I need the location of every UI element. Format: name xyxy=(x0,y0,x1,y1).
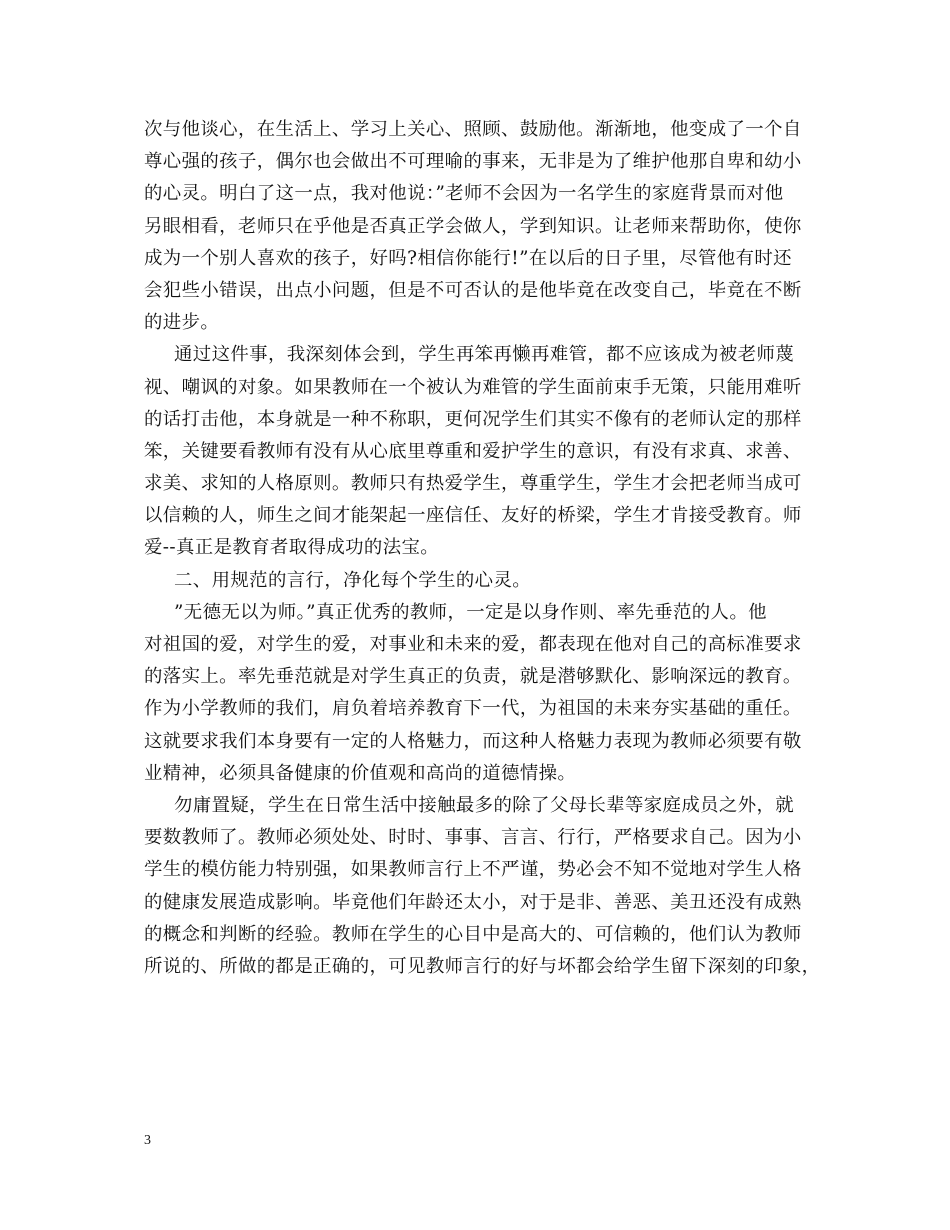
text-line: 的概念和判断的经验。教师在学生的心目中是高大的、可信赖的，他们认为教师 xyxy=(144,923,802,945)
text-line: 二、用规范的言行，净化每个学生的心灵。 xyxy=(174,569,532,591)
text-line: 学生的模仿能力特别强，如果教师言行上不严谨，势必会不知不觉地对学生人格 xyxy=(144,859,802,881)
text-line: 爱--真正是教育者取得成功的法宝。 xyxy=(144,537,440,559)
text-line: 的心灵。明白了这一点，我对他说：”老师不会因为一名学生的家庭背景而对他 xyxy=(144,183,784,205)
text-line: 对祖国的爱，对学生的爱，对事业和未来的爱，都表现在他对自己的高标准要求 xyxy=(144,634,802,655)
text-line: 勿庸置疑，学生在日常生活中接触最多的除了父母长辈等家庭成员之外，就 xyxy=(174,794,795,816)
text-line: 的健康发展造成影响。毕竟他们年龄还太小，对于是非、善恶、美丑还没有成熟 xyxy=(144,891,802,913)
text-line: 以信赖的人，师生之间才能架起一座信任、友好的桥梁，学生才肯接受教育。师 xyxy=(144,505,802,527)
text-line: 通过这件事，我深刻体会到，学生再笨再懒再难管，都不应该成为被老师蔑 xyxy=(174,344,795,366)
text-line: 所说的、所做的都是正确的，可见教师言行的好与坏都会给学生留下深刻的印象， xyxy=(144,955,821,977)
text-line: 业精神，必须具备健康的价值观和高尚的道德情操。 xyxy=(144,762,577,784)
text-line: 的落实上。率先垂范就是对学生真正的负责，就是潜够默化、影响深远的教育。 xyxy=(144,666,802,688)
text-line: 作为小学教师的我们，肩负着培养教育下一代，为祖国的未来夯实基础的重任。 xyxy=(144,698,802,720)
text-line: ”无德无以为师。”真正优秀的教师，一定是以身作则、率先垂范的人。他 xyxy=(174,601,767,623)
text-line: 次与他谈心，在生活上、学习上关心、照顾、鼓励他。渐渐地，他变成了一个自 xyxy=(144,119,802,140)
text-line: 尊心强的孩子，偶尔也会做出不可理喻的事来，无非是为了维护他那自卑和幼小 xyxy=(144,151,802,173)
text-line: 成为一个别人喜欢的孩子，好吗?相信你能行!”在以后的日子里，尽管他有时还 xyxy=(144,247,792,269)
text-line: 的进步。 xyxy=(144,312,220,334)
text-line: 另眼相看，老师只在乎他是否真正学会做人，学到知识。让老师来帮助你，使你 xyxy=(144,215,802,237)
text-line: 要数教师了。教师必须处处、时时、事事、言言、行行，严格要求自己。因为小 xyxy=(144,827,802,849)
text-line: 会犯些小错误，出点小问题，但是不可否认的是他毕竟在改变自己，毕竟在不断 xyxy=(144,279,802,301)
document-body xyxy=(144,114,824,983)
text-line: 的话打击他，本身就是一种不称职，更何况学生们其实不像有的老师认定的那样 xyxy=(144,408,802,430)
text-line: 这就要求我们本身要有一定的人格魅力，而这种人格魅力表现为教师必须要有敬 xyxy=(144,730,802,752)
text-line: 求美、求知的人格原则。教师只有热爱学生，尊重学生，学生才会把老师当成可 xyxy=(144,473,802,495)
text-line: 笨，关键要看教师有没有从心底里尊重和爱护学生的意识，有没有求真、求善、 xyxy=(144,440,802,462)
text-line: 视、嘲讽的对象。如果教师在一个被认为难管的学生面前束手无策，只能用难听 xyxy=(144,376,802,398)
page-number: 3 xyxy=(144,1133,151,1148)
